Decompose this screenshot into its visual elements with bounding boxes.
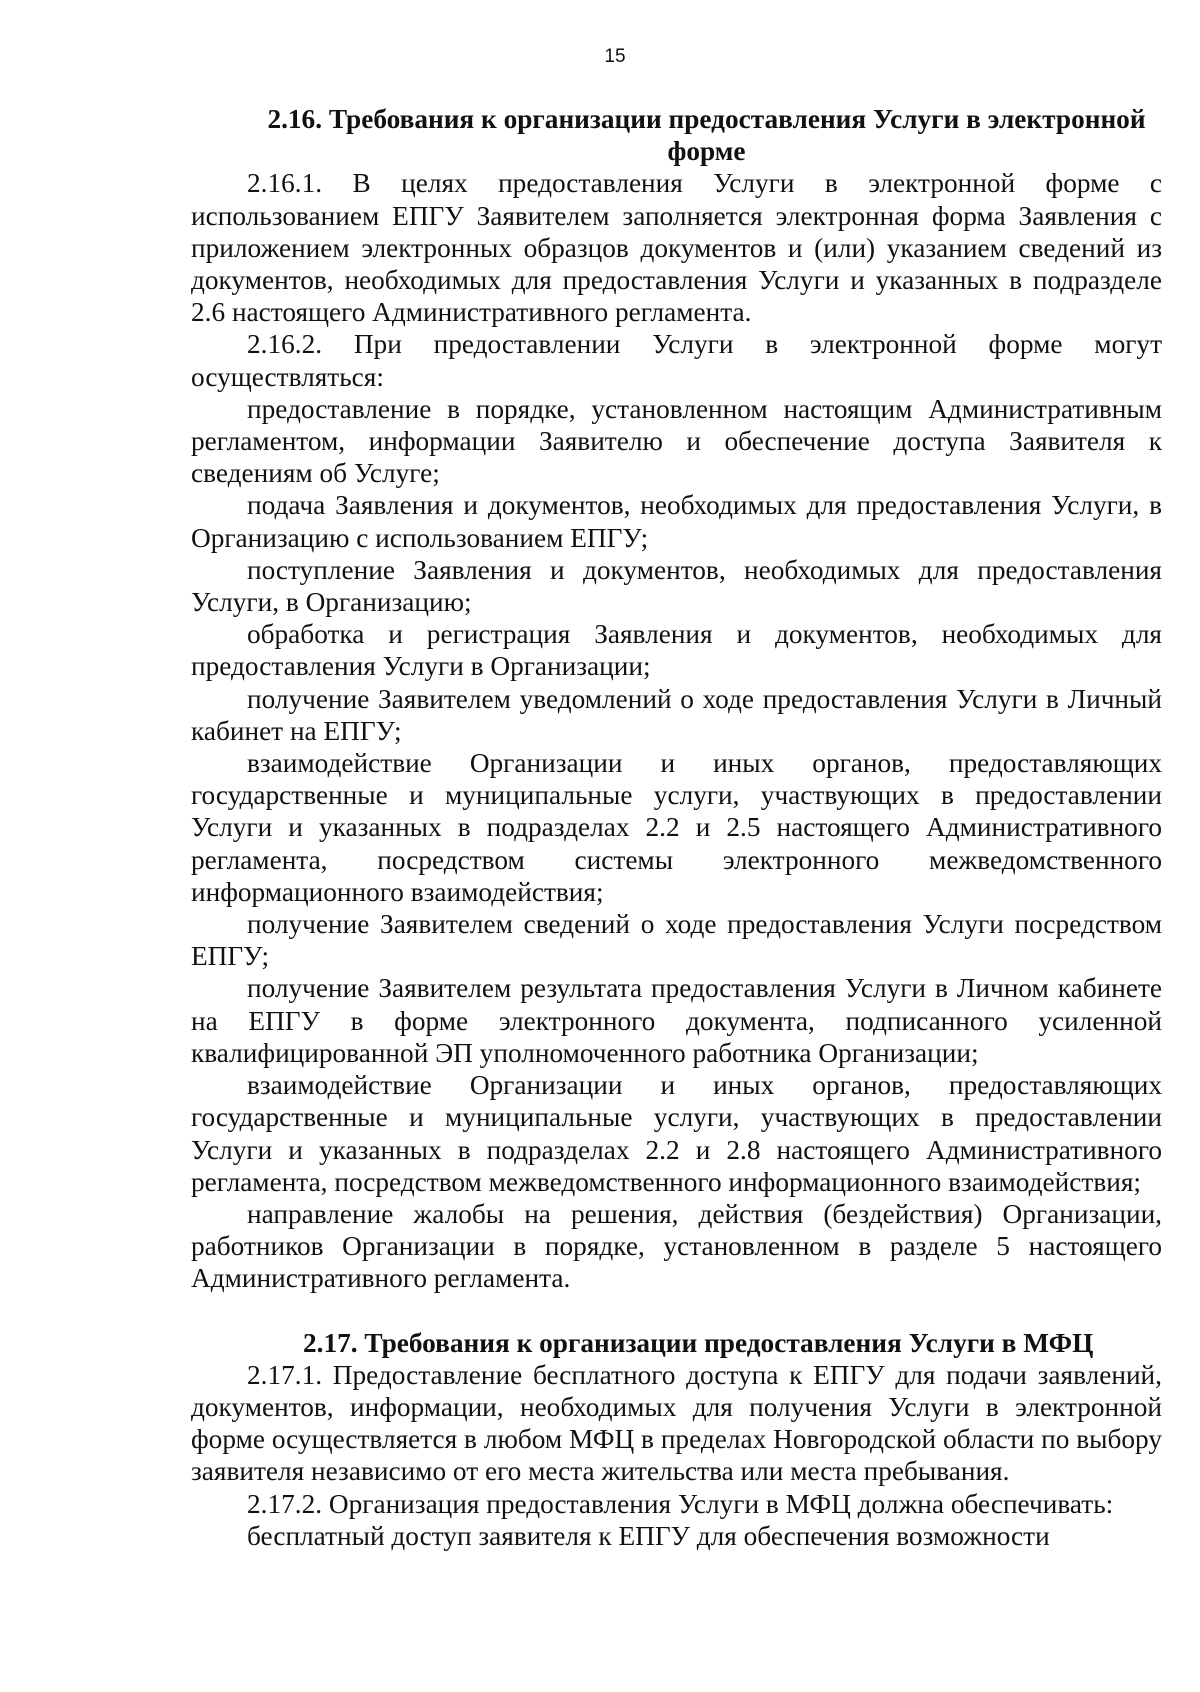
list-item-application-receipt: поступление Заявления и документов, необходимых для предоставления Услуги, в Организацию; — [191, 554, 1162, 618]
section-heading-2-16: 2.16. Требования к организации предоставления Услуги в электронной форме — [267, 104, 1146, 167]
list-item-notifications: получение Заявителем уведомлений о ходе предоставления Услуги в Личный кабинет на ЕПГУ; — [191, 683, 1162, 746]
paragraph-2-16-1: 2.16.1. В целях предоставления Услуги в электронной форме с использованием ЕПГУ Заявителем заполняется электронная форма Заявления с приложением электронных образцов документов и (или) указанием сведений из документов, необходимых для предоставления Услуги и указанных в подразделе 2.6 настоящего Административного регламента. — [191, 168, 1162, 328]
list-item-interagency-cooperation: взаимодействие Организации и иных органов, предоставляющих государственные и муниципальные услуги, участвующих в предоставлении Услуги и указанных в подразделах 2.2 и 2.8 настоящего Административного регламента, посредством межведомственного информационного взаимодействия; — [191, 1070, 1162, 1197]
document-body — [191, 103, 1162, 1552]
list-item-processing-registration: обработка и регистрация Заявления и документов, необходимых для предоставления Услуги в Организации; — [191, 619, 1162, 682]
list-item-interagency-electronic: взаимодействие Организации и иных органов, предоставляющих государственные и муниципальные услуги, участвующих в предоставлении Услуги и указанных в подразделах 2.2 и 2.5 настоящего Административного регламента, посредством системы электронного межведомственного информационного взаимодействия; — [191, 748, 1162, 907]
list-item-application-submission: подача Заявления и документов, необходимых для предоставления Услуги, в Организацию с использованием ЕПГУ; — [191, 490, 1162, 553]
list-item-result-receipt: получение Заявителем результата предоставления Услуги в Личном кабинете на ЕПГУ в форме электронного документа, подписанного усиленной квалифицированной ЭП уполномоченного работника Организации; — [191, 973, 1162, 1068]
list-item-info-provision: предоставление в порядке, установленном настоящим Административным регламентом, информации Заявителю и обеспечение доступа Заявителя к сведениям об Услуге; — [191, 393, 1162, 489]
list-item-complaint: направление жалобы на решения, действия (бездействия) Организации, работников Организации в порядке, установленном в разделе 5 настоящего Административного регламента. — [191, 1198, 1162, 1294]
page-number: 15 — [604, 46, 626, 67]
list-item-status-info: получение Заявителем сведений о ходе предоставления Услуги посредством ЕПГУ; — [191, 909, 1162, 972]
list-item-free-access: бесплатный доступ заявителя к ЕПГУ для обеспечения возможности — [247, 1520, 1050, 1551]
paragraph-2-16-2: 2.16.2. При предоставлении Услуги в электронной форме могут осуществляться: — [191, 329, 1162, 392]
paragraph-2-17-1: 2.17.1. Предоставление бесплатного доступа к ЕПГУ для подачи заявлений, документов, информации, необходимых для получения Услуги в электронной форме осуществляется в любом МФЦ в пределах Новгородской области по выбору заявителя независимо от его места жительства или места пребывания. — [191, 1359, 1162, 1487]
paragraph-2-17-2: 2.17.2. Организация предоставления Услуги в МФЦ должна обеспечивать: — [247, 1488, 1114, 1519]
section-heading-2-17: 2.17. Требования к организации предоставления Услуги в МФЦ — [303, 1327, 1094, 1358]
